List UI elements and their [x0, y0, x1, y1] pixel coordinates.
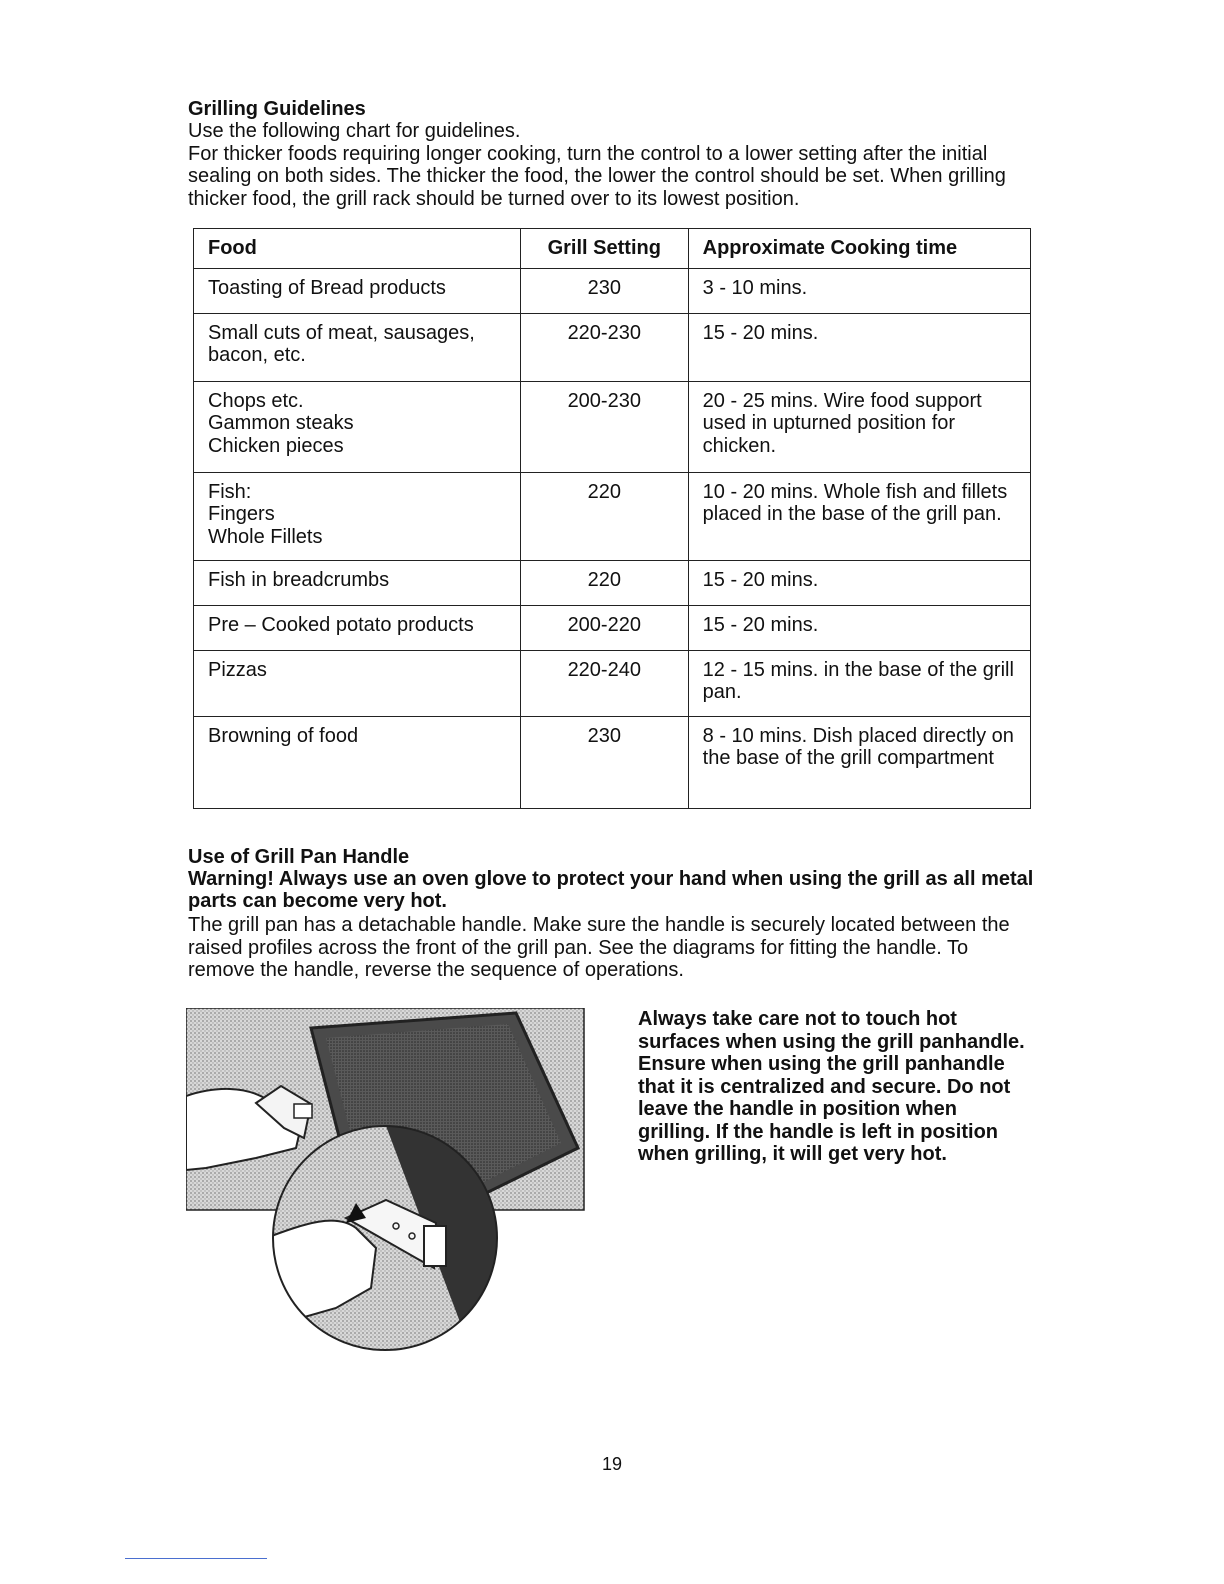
food-cell [194, 472, 521, 560]
warning-text: Warning! Always use an oven glove to protect your hand when using the grill as all metal parts can become very hot. [188, 868, 1034, 912]
setting-cell: 200-220 [520, 605, 688, 650]
setting-cell: 220-230 [520, 313, 688, 381]
care-note: Always take care not to touch hot surfaces when using the grill panhandle. Ensure when using the grill panhandle that it is centralized and secure. Do not leave the handle in position when grilling. If the handle is left in position when grilling, it will get very hot. [638, 1008, 1025, 1165]
footer-divider [125, 1558, 267, 1559]
time-cell: 3 - 10 mins. [688, 268, 1030, 313]
food-line: Small cuts of meat, sausages, [208, 321, 475, 344]
table-row [194, 716, 1031, 808]
setting-cell: 200-230 [520, 381, 688, 472]
setting-cell: 220-240 [520, 650, 688, 716]
section-title-grill-pan-handle: Use of Grill Pan Handle [188, 846, 410, 868]
food-line: Gammon steaks [208, 412, 354, 434]
header-grill-setting: Grill Setting [520, 229, 688, 269]
food-cell [194, 560, 521, 605]
table-row [194, 381, 1031, 472]
food-line: bacon, etc. [208, 344, 306, 366]
table-row [194, 560, 1031, 605]
intro-line: Use the following chart for guidelines. [188, 120, 521, 142]
grill-pan-handle-illustration-icon [186, 1008, 586, 1365]
food-cell [194, 381, 521, 472]
food-line: Pre – Cooked potato products [208, 613, 474, 636]
setting-cell: 220 [520, 560, 688, 605]
setting-cell: 220 [520, 472, 688, 560]
intro-text [188, 120, 1038, 210]
table-row [194, 650, 1031, 716]
time-cell: 15 - 20 mins. [688, 605, 1030, 650]
food-line: Chicken pieces [208, 434, 344, 457]
handle-instructions: The grill pan has a detachable handle. Make sure the handle is securely located between the raised profiles across the front of the grill pan. See the diagrams for fitting the handle. To remove the handle, reverse the sequence of operations. [188, 914, 1010, 981]
time-cell: 8 - 10 mins. Dish placed directly on the base of the grill compartment [688, 716, 1030, 808]
time-cell: 10 - 20 mins. Whole fish and fillets placed in the base of the grill pan. [688, 472, 1030, 560]
food-line: Fingers [208, 503, 275, 525]
header-food: Food [194, 229, 521, 269]
time-cell: 20 - 25 mins. Wire food support used in upturned position for chicken. [688, 381, 1030, 472]
food-cell [194, 605, 521, 650]
time-cell: 15 - 20 mins. [688, 313, 1030, 381]
food-line: Chops etc. [208, 389, 304, 412]
food-cell [194, 268, 521, 313]
food-line: Pizzas [208, 658, 267, 681]
setting-cell: 230 [520, 716, 688, 808]
food-cell [194, 313, 521, 381]
table-row [194, 268, 1031, 313]
header-cooking-time: Approximate Cooking time [688, 229, 1030, 269]
section-title-grilling: Grilling Guidelines [188, 98, 366, 120]
food-line: Fish: [208, 480, 252, 503]
food-cell [194, 650, 521, 716]
food-cell [194, 716, 521, 808]
table-row [194, 472, 1031, 560]
food-line: Browning of food [208, 724, 359, 747]
food-line: Fish in breadcrumbs [208, 568, 390, 591]
time-cell: 15 - 20 mins. [688, 560, 1030, 605]
page-number: 19 [601, 1454, 623, 1474]
table-row [194, 605, 1031, 650]
table-header-row [194, 229, 1031, 269]
time-cell: 12 - 15 mins. in the base of the grill pan. [688, 650, 1030, 716]
intro-paragraph: For thicker foods requiring longer cooking, turn the control to a lower setting after the initial sealing on both sides. The thicker the food, the lower the control should be set. When grilling thicker food, the grill rack should be turned over to its lowest position. [188, 142, 1006, 210]
grilling-table [193, 228, 1031, 809]
food-line: Toasting of Bread products [208, 276, 446, 299]
table-row [194, 313, 1031, 381]
setting-cell: 230 [520, 268, 688, 313]
food-line: Whole Fillets [208, 525, 323, 548]
